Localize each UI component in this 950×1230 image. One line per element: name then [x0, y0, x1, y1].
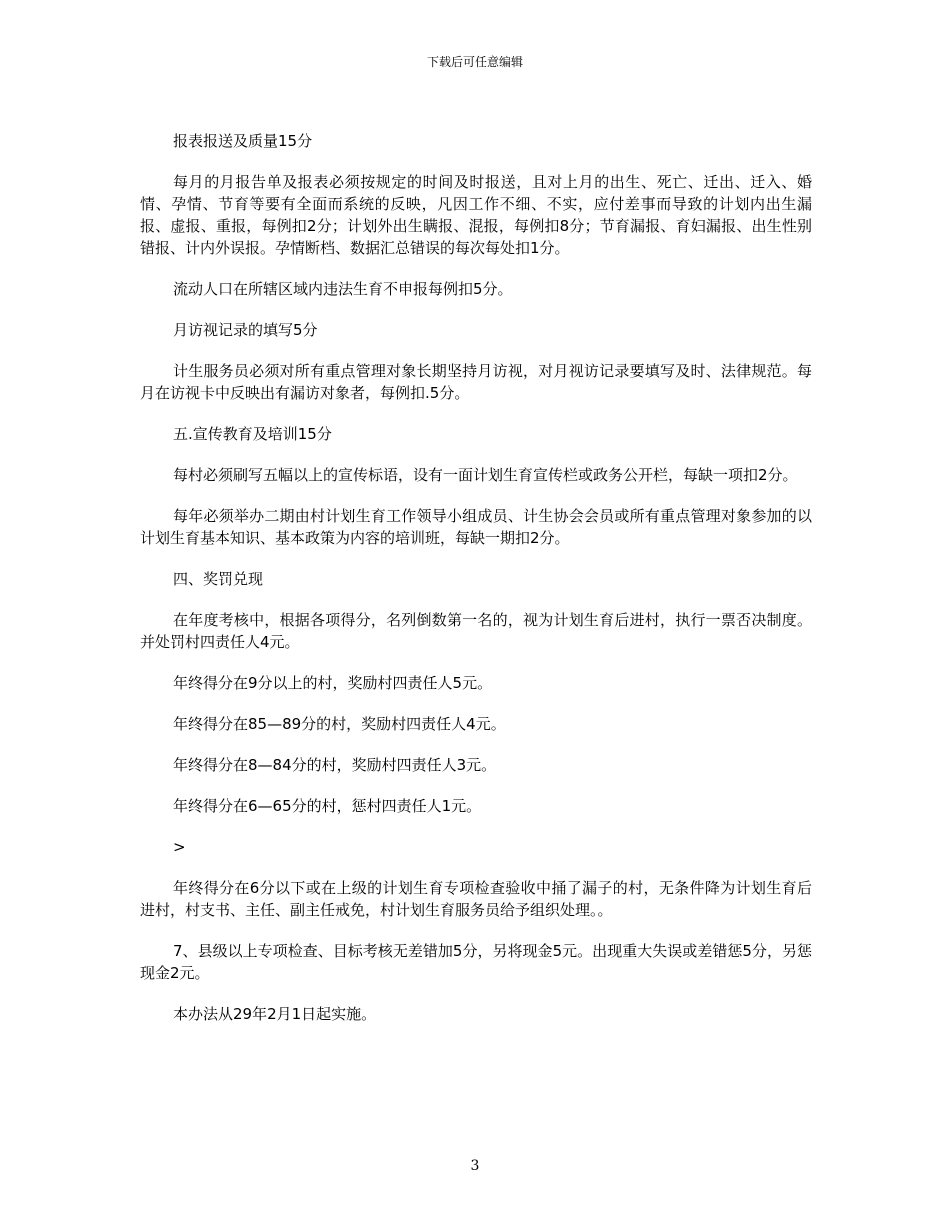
page-number: 3 — [470, 1158, 480, 1174]
paragraph-county-inspection: 7、县级以上专项检查、目标考核无差错加5分，另将现金5元。出现重大失误或差错惩5分，另惩现金2元。 — [140, 942, 812, 982]
paragraph-floating-population: 流动人口在所辖区域内违法生育不申报每例扣5分。 — [173, 280, 513, 298]
paragraph-effective-date: 本办法从29年2月1日起实施。 — [173, 1005, 377, 1023]
section-heading-report-quality: 报表报送及质量15分 — [173, 132, 313, 150]
paragraph-monthly-report: 每月的月报告单及报表必须按规定的时间及时报送，且对上月的出生、死亡、迁出、迁入、婚情、孕情、节育等要有全面而系统的反映，凡因工作不细、不实，应付差事而导致的计划内出生漏报、虚报、重报，每例扣2分；计划外出生瞒报、混报，每例扣8分；节育漏报、育妇漏报、出生性别错报、计内外误报。孕情断档、数据汇总错误的每次每处扣1分。 — [140, 173, 812, 257]
section-heading-education-training: 五.宣传教育及培训15分 — [173, 425, 332, 443]
paragraph-score-tier-1: 年终得分在9分以上的村，奖励村四责任人5元。 — [173, 674, 493, 692]
paragraph-training-classes: 每年必须举办二期由村计划生育工作领导小组成员、计生协会会员或所有重点管理对象参加的以计划生育基本知识、基本政策为内容的培训班，每缺一期扣2分。 — [140, 507, 812, 547]
paragraph-annual-assessment: 在年度考核中，根据各项得分，名列倒数第一名的，视为计划生育后进村，执行一票否决制度。并处罚村四责任人4元。 — [140, 611, 812, 651]
paragraph-score-tier-3: 年终得分在8—84分的村，奖励村四责任人3元。 — [173, 756, 497, 774]
document-body — [140, 130, 812, 1044]
paragraph-score-below: 年终得分在6分以下或在上级的计划生育专项检查验收中捅了漏子的村，无条件降为计划生育后进村，村支书、主任、副主任戒免，村计划生育服务员给予组织处理。。 — [140, 879, 812, 919]
page-header: 下载后可任意编辑 — [426, 55, 523, 69]
paragraph-monthly-visit: 计生服务员必须对所有重点管理对象长期坚持月访视，对月视访记录要填写及时、法律规范。每月在访视卡中反映出有漏访对象者，每例扣.5分。 — [140, 362, 812, 402]
section-heading-monthly-visit: 月访视记录的填写5分 — [173, 321, 318, 339]
paragraph-score-tier-2: 年终得分在85—89分的村，奖励村四责任人4元。 — [173, 715, 506, 733]
section-heading-rewards-penalties: 四、奖罚兑现 — [173, 570, 264, 588]
paragraph-score-tier-4: 年终得分在6—65分的村，惩村四责任人1元。 — [173, 797, 482, 815]
stray-symbol: > — [173, 838, 186, 856]
paragraph-slogans: 每村必须刷写五幅以上的宣传标语，设有一面计划生育宣传栏或政务公开栏，每缺一项扣2分。 — [173, 466, 798, 484]
